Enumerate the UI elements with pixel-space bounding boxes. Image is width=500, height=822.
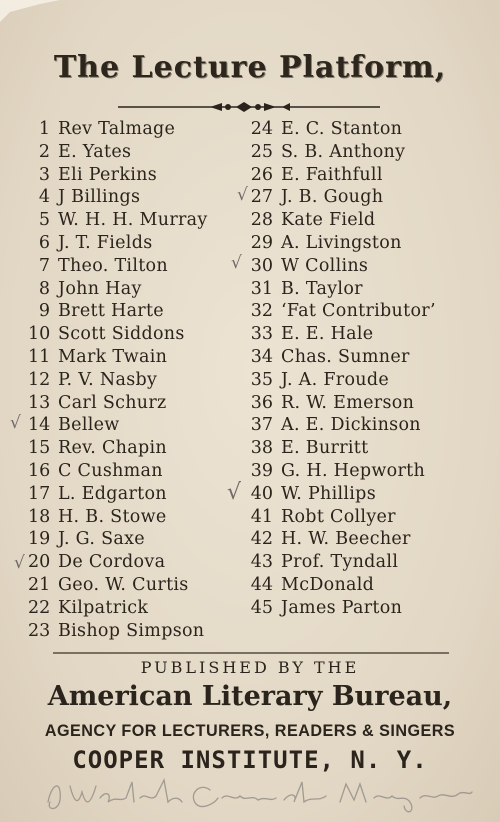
lecturer-name: S. B. Anthony [281, 141, 406, 162]
lecturer-name: C Cushman [58, 460, 163, 481]
entry-number: 19 [28, 529, 51, 550]
entry-number: 36 [250, 392, 273, 413]
entry-number: 29 [250, 232, 273, 253]
lecturer-name: E. Burritt [281, 438, 369, 459]
entry-number: 20 [28, 552, 51, 573]
entry-number: 22 [28, 597, 51, 618]
lecturer-entry [247, 597, 436, 620]
lecturer-entry [247, 209, 436, 232]
lecturer-list-right [247, 118, 436, 620]
entry-number: 18 [28, 506, 51, 527]
lecturer-entry [28, 300, 208, 323]
lecturer-entry [247, 483, 436, 506]
pencil-checkmark-icon: √ [237, 185, 248, 205]
lecturer-name: Kilpatrick [58, 597, 149, 618]
lecturer-list-left [28, 118, 208, 642]
lecturer-name: Robt Collyer [281, 506, 396, 527]
lecturer-entry [247, 323, 436, 346]
lecturer-name: J. T. Fields [58, 232, 153, 253]
entry-number: 27 [250, 187, 273, 208]
lecturer-entry [247, 392, 436, 415]
entry-number: 14 [28, 415, 51, 436]
entry-number: 40 [250, 483, 273, 504]
lecturer-name: Carl Schurz [58, 392, 167, 413]
lecturer-name: R. W. Emerson [281, 392, 415, 413]
lecturer-entry [28, 437, 208, 460]
lecturer-entry [247, 528, 436, 551]
lecturer-entry [28, 506, 208, 529]
lecturer-entry [247, 574, 436, 597]
lecturer-entry [28, 209, 208, 232]
entry-number: 12 [28, 369, 51, 390]
entry-number: 42 [250, 529, 273, 550]
pencil-checkmark-icon: √ [14, 553, 25, 573]
entry-number: 28 [250, 210, 273, 231]
lecturer-entry [247, 369, 436, 392]
lecturer-name: W. Phillips [281, 483, 376, 504]
entry-number: 21 [28, 574, 51, 595]
lecturer-name: W Collins [281, 255, 369, 276]
lecturer-entry [28, 346, 208, 369]
entry-number: 11 [28, 346, 51, 367]
entry-number: 45 [250, 597, 273, 618]
lecturer-entry [28, 597, 208, 620]
pencil-checkmark-icon: √ [227, 480, 242, 505]
torn-corner [0, 0, 60, 30]
lecturer-name: W. H. H. Murray [58, 210, 208, 231]
entry-number: 37 [250, 415, 273, 436]
lecturer-name: Rev Talmage [58, 119, 176, 139]
lecturer-entry [247, 346, 436, 369]
footer-divider [53, 652, 449, 654]
lecturer-name: P. V. Nasby [58, 369, 158, 390]
lecturer-name: A. E. Dickinson [281, 415, 421, 436]
entry-number: 24 [250, 119, 273, 139]
lecturer-name: J. A. Froude [281, 369, 390, 390]
entry-number: 7 [38, 255, 50, 276]
lecturer-entry [28, 118, 208, 141]
lecturer-name: E. E. Hale [281, 324, 374, 345]
lecturer-entry [28, 620, 208, 643]
lecturer-name: E. C. Stanton [281, 119, 403, 139]
entry-number: 17 [28, 483, 51, 504]
lecturer-entry [247, 300, 436, 323]
lecturer-entry [247, 278, 436, 301]
published-by: PUBLISHED BY THE [140, 658, 360, 677]
lecturer-name: Rev. Chapin [58, 438, 167, 459]
lecturer-name: Kate Field [281, 210, 376, 231]
entry-number: 15 [28, 438, 51, 459]
lecturer-entry [247, 506, 436, 529]
lecturer-name: John Hay [58, 278, 142, 299]
lecturer-entry [247, 255, 436, 278]
entry-number: 35 [250, 369, 273, 390]
handwritten-signature [40, 772, 480, 818]
lecturer-entry [247, 186, 436, 209]
lecturer-name: Bellew [58, 415, 120, 436]
lecturer-entry [28, 232, 208, 255]
entry-number: 32 [250, 301, 273, 322]
entry-number: 25 [250, 141, 273, 162]
entry-number: 6 [38, 232, 50, 253]
lecturer-name: Bishop Simpson [58, 620, 205, 641]
lecturer-name: A. Livingston [281, 232, 402, 253]
lecturer-name: H. B. Stowe [58, 506, 167, 527]
lecturer-name: Brett Harte [58, 301, 164, 322]
lecturer-entry [28, 323, 208, 346]
card-title: The Lecture Platform, [53, 50, 447, 85]
lecturer-entry [28, 141, 208, 164]
entry-number: 23 [28, 620, 51, 641]
entry-number: 1 [38, 119, 50, 139]
entry-number: 38 [250, 438, 273, 459]
lecturer-name: Theo. Tilton [58, 255, 168, 276]
lecturer-entry [28, 164, 208, 187]
entry-number: 5 [38, 210, 50, 231]
lecturer-entry [247, 164, 436, 187]
lecturer-entry [28, 460, 208, 483]
entry-number: 44 [250, 574, 273, 595]
lecturer-name: Prof. Tyndall [281, 552, 399, 573]
lecturer-name: McDonald [281, 574, 375, 595]
lecturer-name: Eli Perkins [58, 164, 157, 185]
entry-number: 33 [250, 324, 273, 345]
entry-number: 13 [28, 392, 51, 413]
ornamental-divider-icon [118, 100, 380, 114]
lecturer-name: J. B. Gough [281, 187, 384, 208]
lecturer-entry [247, 414, 436, 437]
lecturer-entry [28, 186, 208, 209]
lecturer-name: Scott Siddons [58, 324, 185, 345]
lecturer-name: E. Yates [58, 141, 132, 162]
entry-number: 16 [28, 460, 51, 481]
publisher-address: COOPER INSTITUTE, N. Y. [72, 746, 428, 774]
lecturer-name: E. Faithfull [281, 164, 383, 185]
agency-tagline: AGENCY FOR LECTURERS, READERS & SINGERS [44, 721, 456, 740]
entry-number: 39 [250, 460, 273, 481]
lecturer-name: ‘Fat Contributor’ [281, 301, 436, 322]
lecturer-name: Geo. W. Curtis [58, 574, 189, 595]
entry-number: 31 [250, 278, 273, 299]
lecturer-entry [28, 414, 208, 437]
pencil-checkmark-icon: √ [10, 413, 21, 433]
lecturer-name: J. G. Saxe [58, 529, 145, 550]
pencil-checkmark-icon: √ [231, 253, 242, 273]
lecturer-entry [247, 437, 436, 460]
lecturer-entry [28, 574, 208, 597]
entry-number: 43 [250, 552, 273, 573]
entry-number: 41 [250, 506, 273, 527]
lecturer-name: G. H. Hepworth [281, 460, 426, 481]
entry-number: 34 [250, 346, 273, 367]
lecturer-name: Chas. Sumner [281, 346, 410, 367]
publisher-name: American Literary Bureau, [47, 681, 453, 712]
lecturer-entry [28, 483, 208, 506]
lecturer-entry [28, 369, 208, 392]
lecturer-entry [28, 551, 208, 574]
lecturer-entry [28, 392, 208, 415]
lecturer-entry [247, 551, 436, 574]
lecturer-entry [28, 528, 208, 551]
lecturer-entry [28, 255, 208, 278]
entry-number: 26 [250, 164, 273, 185]
lecturer-name: L. Edgarton [58, 483, 167, 504]
lecturer-entry [247, 460, 436, 483]
entry-number: 30 [250, 255, 273, 276]
lecturer-name: Mark Twain [58, 346, 168, 367]
lecturer-entry [28, 278, 208, 301]
lecturer-entry [247, 141, 436, 164]
lecturer-entry [247, 232, 436, 255]
entry-number: 8 [38, 278, 50, 299]
entry-number: 3 [38, 164, 50, 185]
entry-number: 9 [38, 301, 50, 322]
entry-number: 10 [28, 324, 51, 345]
lecturer-name: H. W. Beecher [281, 529, 411, 550]
entry-number: 4 [38, 187, 50, 208]
lecturer-name: B. Taylor [281, 278, 363, 299]
lecturer-name: De Cordova [58, 552, 166, 573]
lecturer-name: James Parton [281, 597, 403, 618]
lecturer-entry [247, 118, 436, 141]
entry-number: 2 [38, 141, 50, 162]
lecturer-name: J Billings [58, 187, 141, 208]
